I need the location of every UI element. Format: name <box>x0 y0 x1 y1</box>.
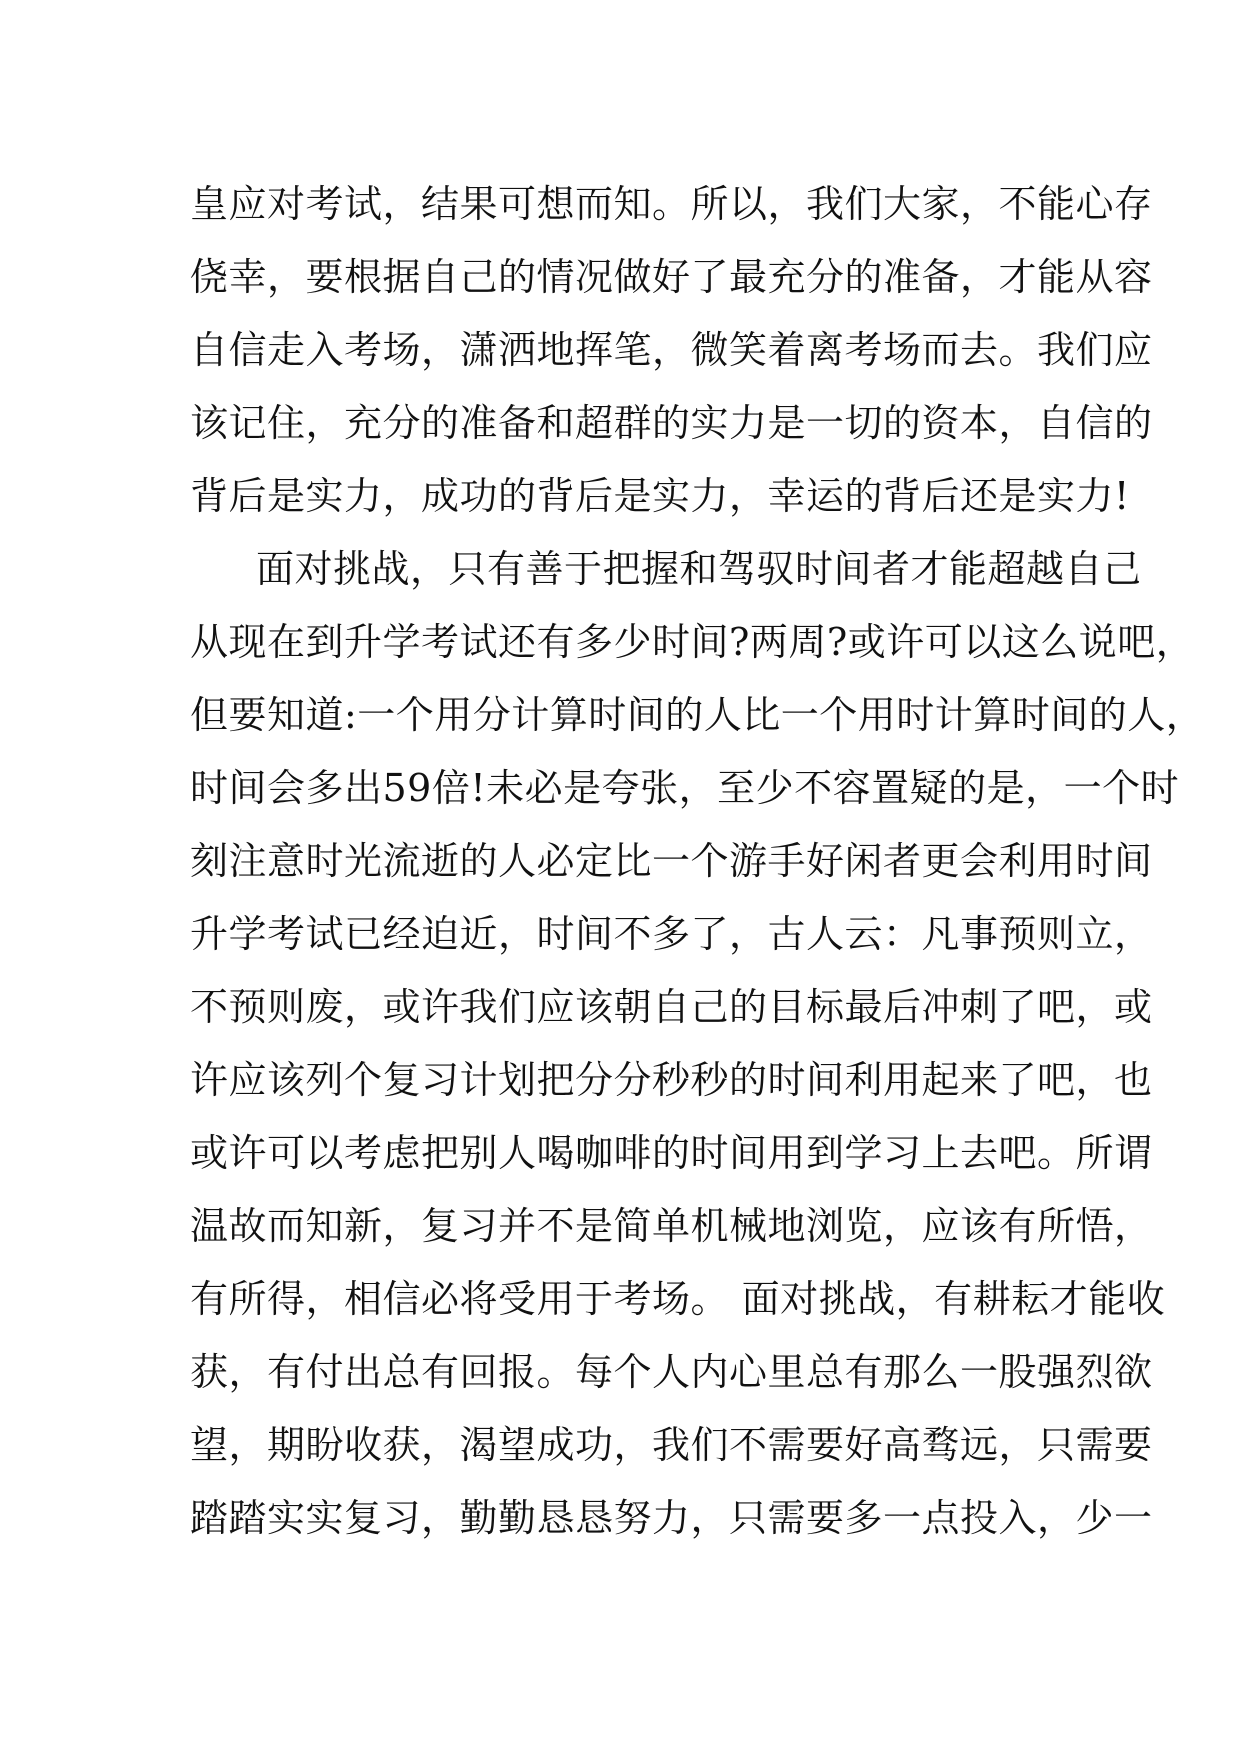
text-line: 踏踏实实复习，勤勤恳恳努力，只需要多一点投入，少一 <box>190 1496 1153 1540</box>
text-line: 从现在到升学考试还有多少时间?两周?或许可以这么说吧， <box>190 620 1195 664</box>
text-line: 望，期盼收获，渴望成功，我们不需要好高骛远，只需要 <box>190 1423 1153 1467</box>
text-line: 刻注意时光流逝的人必定比一个游手好闲者更会利用时间 <box>190 839 1153 883</box>
text-line: 该记住，充分的准备和超群的实力是一切的资本，自信的 <box>190 401 1153 445</box>
text-line: 但要知道:一个用分计算时间的人比一个用时计算时间的人， <box>190 693 1205 737</box>
text-line: 获，有付出总有回报。每个人内心里总有那么一股强烈欲 <box>190 1350 1153 1394</box>
text-line: 背后是实力，成功的背后是实力，幸运的背后还是实力! <box>190 474 1130 518</box>
text-line: 不预则废，或许我们应该朝自己的目标最后冲刺了吧，或 <box>190 985 1153 1029</box>
text-line: 温故而知新，复习并不是简单机械地浏览，应该有所悟， <box>190 1204 1153 1248</box>
text-line: 侥幸，要根据自己的情况做好了最充分的准备，才能从容 <box>190 255 1153 299</box>
text-line: 或许可以考虑把别人喝咖啡的时间用到学习上去吧。所谓 <box>190 1131 1153 1175</box>
text-line: 有所得，相信必将受用于考场。 面对挑战，有耕耘才能收 <box>190 1277 1166 1321</box>
text-line: 皇应对考试，结果可想而知。所以，我们大家，不能心存 <box>190 182 1153 226</box>
text-line: 许应该列个复习计划把分分秒秒的时间利用起来了吧，也 <box>190 1058 1153 1102</box>
text-line: 自信走入考场，潇洒地挥笔，微笑着离考场而去。我们应 <box>190 328 1153 372</box>
text-line: 时间会多出59倍!未必是夸张，至少不容置疑的是，一个时 <box>190 766 1180 810</box>
paragraph-start-line: 面对挑战，只有善于把握和驾驭时间者才能超越自己 <box>256 547 1142 591</box>
text-line: 升学考试已经迫近，时间不多了，古人云：凡事预则立， <box>190 912 1153 956</box>
body-text <box>190 168 1205 1555</box>
